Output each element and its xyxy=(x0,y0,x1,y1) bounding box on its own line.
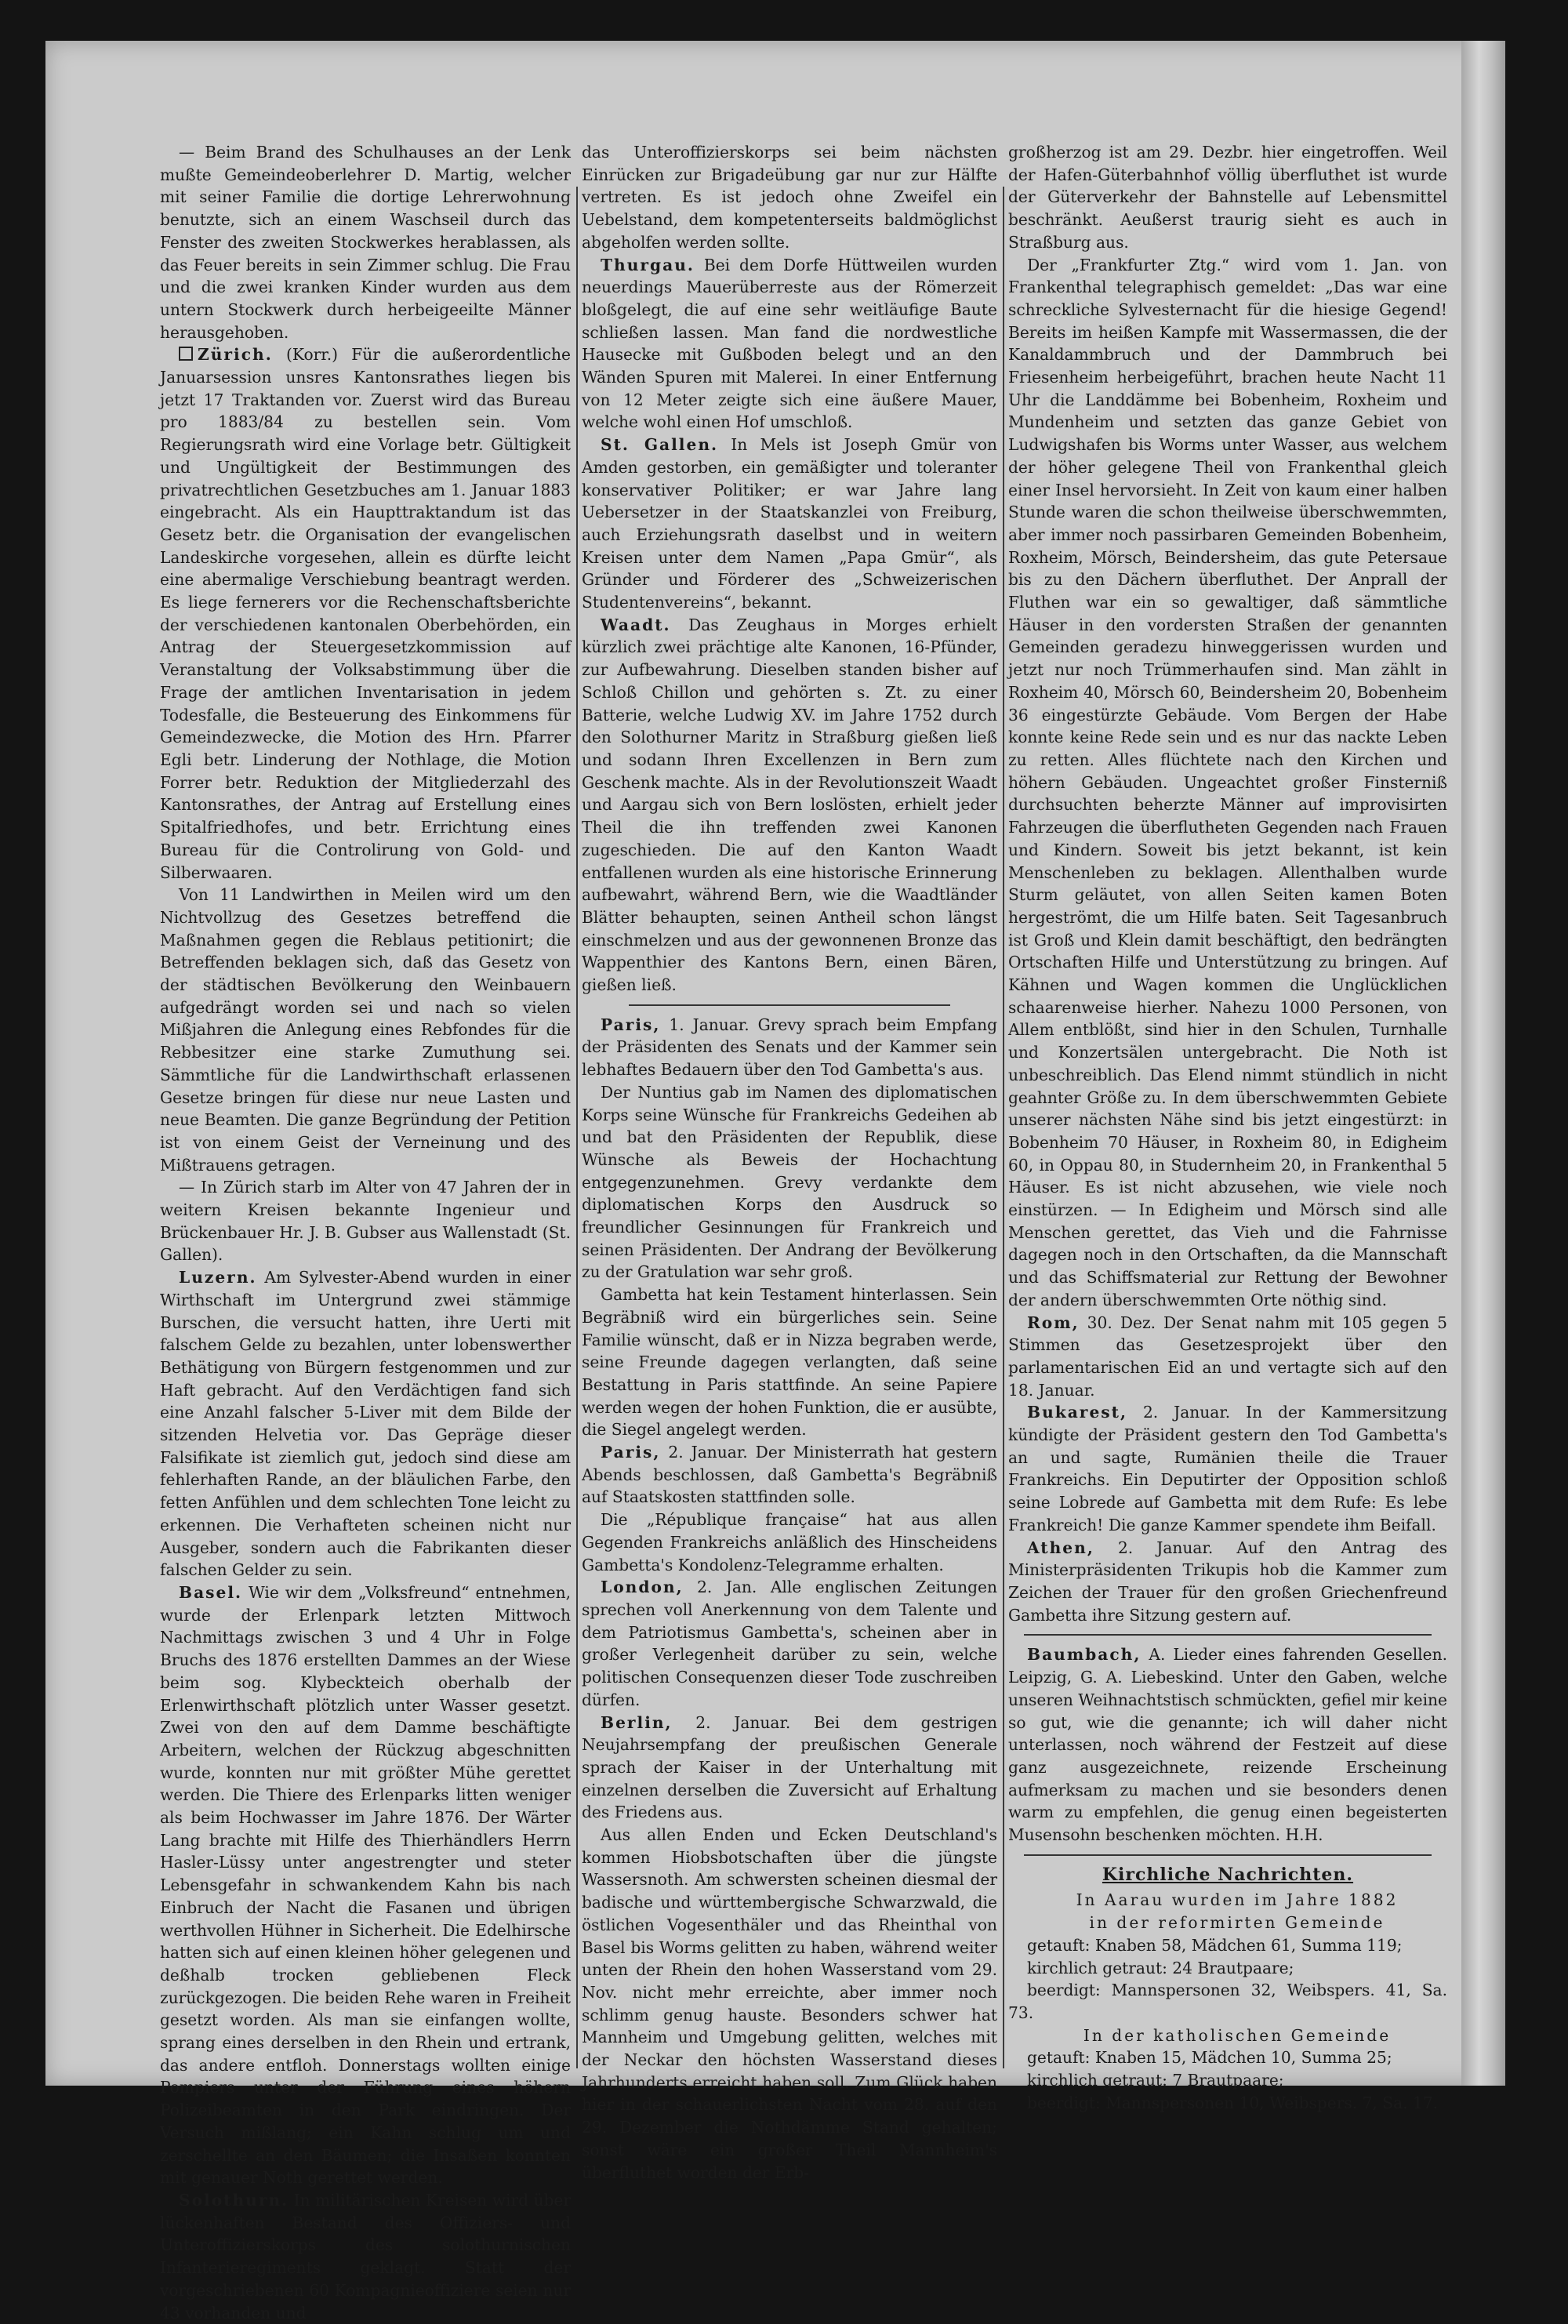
article-keyword: Rom, xyxy=(1027,1313,1080,1332)
article-text: 30. Dez. Der Senat nahm mit 105 gegen 5 Stimmen das Gesetzesprojekt über den parlamentarischen Eid an und vertagte sich auf den 18. Januar. xyxy=(1008,1313,1447,1400)
article-text: Wie wir dem „Volksfreund“ entnehmen, wurde der Erlenpark letzten Mittwoch Nachmittags zwischen 3 und 4 Uhr in Folge Bruchs des 1876 erstellten Dammes an der Wiese beim sog. Klybeckteich oberhalb der Erlenwirthschaft plötzlich unter Wasser gesetzt. Zwei von den auf dem Damme beschäftigte Arbeitern, welchen der Rückzug abgeschnitten wurde, konnten nur mit größter Mühe gerettet werden. Die Thiere des Erlenparks litten weniger als beim Hochwasser im Jahre 1876. Der Wärter Lang brachte mit Hilfe des Thierhändlers Herrn Hasler-Lüssy unter angestrengter und steter Lebensgefahr in schwankendem Kahn bis nach Einbruch der Nacht die Fasanen und übrigen werthvollen Hühner in Sicherheit. Die Edelhirsche hatten sich auf einen kleinen höher gelegenen und deßhalb trocken gebliebenen Fleck zurückgezogen. Die beiden Rehe waren in Freiheit gesetzt worden. Als man sie einfangen wollte, sprang eines derselben in den Rhein und ertrank, das andere entfloh. Donnerstags wollten einige Pompiers unter der Führung eines höhern Polizeibeamten in den Park eindringen. Der Versuch mißlang; ein Kahn schlug um und zerschellte an den Bäumen; die Insaßen konnten mit genauer Noth gerettet werden. xyxy=(160,1583,571,2188)
column-3 xyxy=(1008,141,1447,2112)
col2-swiss-articles xyxy=(582,141,997,997)
article-text: 1. Januar. Grevy sprach beim Empfang der Präsidenten des Senats und der Kammer sein lebhaftes Bedauern über den Tod Gambetta's aus. xyxy=(582,1015,997,1080)
article-text: (Korr.) Für die außerordentliche Januarsession unsres Kantonsrathes liegen bis jetzt 17 Traktanden vor. Zuerst wird das Bureau pro 1883/84 zu bestellen sein. Vom Regierungsrath wird eine Vorlage betr. Gültigkeit und Ungültigkeit der Bestimmungen des privatrechtlichen Gesetzbuches am 1. Januar 1883 eingebracht. Als ein Haupttraktandum ist das Gesetz betr. die Organisation der evangelischen Landeskirche vorgesehen, allein es dürfte leicht eine abermalige Verschiebung beantragt werden. Es liege fernerers vor die Rechenschaftsberichte der verschiedenen kantonalen Oberbehörden, ein Antrag der Steuergesetzkommission auf Veranstaltung der Volksabstimmung über die Frage der amtlichen Inventarisation in jedem Todesfalle, die Besteuerung des Einkommens für Gemeindezwecke, die Motion des Hrn. Pfarrer Egli betr. Linderung der Nothlage, die Motion Forrer betr. Reduktion der Mitgliederzahl des Kantonsrathes, der Antrag auf Erstellung eines Spitalfriedhofes, und betr. Errichtung eines Bureau für die Controlirung von Gold- und Silberwaaren. xyxy=(160,345,571,882)
article-text: 2. Januar. Der Ministerrath hat gestern Abends beschlossen, daß Gambetta's Begräbniß auf Staatskosten stattfinden solle. xyxy=(582,1443,997,1507)
article-paragraph xyxy=(1008,1312,1447,1402)
article-keyword: Berlin, xyxy=(601,1712,673,1732)
article-keyword: Baumbach, xyxy=(1027,1645,1142,1665)
article-text: Bei dem Dorfe Hüttweilen wurden neuerdings Mauerüberreste aus der Römerzeit bloßgelegt, die auf eine sehr weitläufige Baute schließen lassen. Man fand die nordwestliche Hausecke mit Gußboden belegt und an den Wänden Spuren mit Malerei. In einer Entfernung von 12 Meter zeigte sich eine äußere Mauer, welche wohl einen Hof umschloß. xyxy=(582,255,997,432)
article-text: — Beim Brand des Schulhauses an der Lenk mußte Gemeindeoberlehrer D. Martig, welcher mit seiner Familie die dortige Lehrerwohnung benutzte, sich an einem Waschseil durch das Fenster des zweiten Stockwerkes herablassen, als das Feuer bereits in sein Zimmer schlug. Die Frau und die zwei kranken Kinder wurden aus dem untern Stockwerk durch herbeigeeilte Männer herausgehoben. xyxy=(160,143,571,342)
catholic-stat-line: getauft: Knaben 15, Mädchen 10, Summa 25; xyxy=(1027,2048,1392,2068)
article-paragraph xyxy=(582,1441,997,1509)
church-news xyxy=(1008,1864,1447,2115)
church-news-intro: In Aarau wurden im Jahre 1882 xyxy=(1076,1890,1399,1910)
box-marker-icon xyxy=(179,347,193,361)
article-keyword: St. Gallen. xyxy=(601,435,719,455)
article-paragraph xyxy=(160,2189,571,2324)
article-keyword: Solothurn. xyxy=(179,2190,289,2210)
newspaper-page xyxy=(45,41,1505,2322)
article-keyword: Basel. xyxy=(179,1583,243,1602)
article-text: In militärischen Kreisen wird über lückenhaften Bestand des Offiziers- und Unteroffizierskorps des solothurnischen Infanterieregiments geklagt. Statt der vorgeschriebenen 60 Kompagnieoffiziere seien nur 43 vorhanden und xyxy=(160,2190,571,2322)
article-keyword: London, xyxy=(601,1578,684,1597)
col1-articles xyxy=(160,141,571,2324)
column-1 xyxy=(160,141,571,2322)
article-text: 2. Januar. Auf den Antrag des Ministerpräsidenten Trikupis hob die Kammer zum Zeichen der Trauer für den großen Griechenfreund Gambetta ihre Sitzung gestern auf. xyxy=(1008,1538,1447,1625)
article-paragraph xyxy=(1008,254,1447,1312)
article-paragraph xyxy=(160,343,571,884)
catholic-heading: In der katholischen Gemeinde xyxy=(1083,2025,1392,2045)
section-separator xyxy=(1024,1854,1432,1856)
article-text: Das Zeughaus in Morges erhielt kürzlich zwei prächtige alte Kanonen, 16-Pfünder, zur Aufbewahrung. Dieselben standen bisher auf Schloß Chillon und gehörten s. Zt. zu einer Batterie, welche Ludwig XV. im Jahre 1752 durch den Solothurner Maritz in Straßburg gießen ließ und sodann Ihren Excellenzen in Bern zum Geschenk machte. Als in der Revolutionszeit Waadt und Aargau sich von Bern loslösten, erhielt jeder Theil die ihn treffenden zwei Kanonen zugeschieden. Die auf den Kanton Waadt entfallenen wurden als eine historische Erinnerung aufbewahrt, während Bern, wie die Waadtländer Blätter behaupten, seinen Antheil schon längst einschmelzen und aus der gewonnenen Bronze das Wappenthier des Kantons Bern, einen Bären, gießen ließ. xyxy=(582,615,997,995)
article-text: 2. Januar. Bei dem gestrigen Neujahrsempfang der preußischen Generale sprach der Kaiser in der Unterhaltung mit einzelnen derselben die Zuversicht auf Erhaltung des Friedens aus. xyxy=(582,1712,997,1822)
section-separator xyxy=(1024,1634,1432,1636)
article-text: 2. Januar. In der Kammersitzung kündigte der Präsident gestern den Tod Gambetta's an und sagte, Rumänien theile die Trauer Frankreichs. Ein Deputirter der Opposition schloß seine Lobrede auf Gambetta mit dem Rufe: Es lebe Frankreich! Die ganze Kammer spendete ihm Beifall. xyxy=(1008,1403,1447,1534)
article-text: Aus allen Enden und Ecken Deutschland's kommen Hiobsbotschaften über die jüngste Wassersnoth. Am schwersten scheinen diesmal der badische und württembergische Schwarzwald, die östlichen Vogesenthäler und das Rheinthal von Basel bis Worms gelitten zu haben, während weiter unten der Rhein den hohen Wasserstand vom 29. Nov. nicht mehr erreichte, aber immer noch schlimm genug hauste. Besonders schwer hat Mannheim und Umgebung gelitten, welches mit der Neckar den höchsten Wasserstand dieses Jahrhunderts erreicht haben soll. Zum Glück haben hier in der schauerlichsten Nacht vom 28. auf den 29. Dezember die Nothdämme Stand gehalten; sonst wäre ein großer Theil Mannheim's überfluthet worden der Erb- xyxy=(582,1825,997,2182)
article-keyword: Thurgau. xyxy=(601,255,695,274)
article-paragraph xyxy=(582,1824,997,2184)
article-keyword: Paris, xyxy=(601,1443,661,1462)
article-keyword: Waadt. xyxy=(601,615,671,634)
article-text: großherzog ist am 29. Dezbr. hier eingetroffen. Weil der Hafen-Güterbahnhof völlig überfluthet ist wurde der Güterverkehr der Bahnstelle auf Lebensmittel beschränkt. Aeußerst traurig sieht es auch in Straßburg aus. xyxy=(1008,143,1447,252)
article-paragraph xyxy=(1008,141,1447,254)
reformed-heading: in der reformirten Gemeinde xyxy=(1089,1913,1385,1933)
reformed-stat-line: beerdigt: Mannspersonen 32, Weibspers. 41, Sa. 73. xyxy=(1008,1981,1447,2022)
article-paragraph xyxy=(160,884,571,1176)
article-paragraph xyxy=(582,1014,997,1081)
col2-foreign-articles xyxy=(582,1014,997,2184)
article-paragraph xyxy=(582,1576,997,1711)
article-text: — In Zürich starb im Alter von 47 Jahren der in weitern Kreisen bekannte Ingenieur und Brückenbauer Hr. J. B. Gubser aus Wallenstadt (St. Gallen). xyxy=(160,1178,571,1265)
article-paragraph xyxy=(582,434,997,614)
article-text: Von 11 Landwirthen in Meilen wird um den Nichtvollzug des Gesetzes betreffend die Maßnahmen gegen die Reblaus petitionirt; die Betreffenden beklagen sich, daß das Gesetz von der städtischen Bevölkerung den Weinbauern aufgedrängt worden sei und nach so vielen Mißjahren die Anlegung eines Rebfondes für die Rebbesitzer eine starke Zumuthung sei. Sämmtliche für die Landwirthschaft erlassenen Gesetze bringen für diese nur neue Lasten und neue Beamten. Die ganze Begründung der Petition ist von einem Geist der Verneinung und des Mißtrauens getragen. xyxy=(160,885,571,1175)
article-text: In Mels ist Joseph Gmür von Amden gestorben, ein gemäßigter und toleranter konservativer Politiker; er war Jahre lang Uebersetzer in der Staatskanzlei von Freiburg, auch Erziehungsrath daselbst und in weitern Kreisen unter dem Namen „Papa Gmür“, als Gründer und Förderer des „Schweizerischen Studentenvereins“, bekannt. xyxy=(582,435,997,612)
catholic-stat-line: beerdigt: Mannspersonen 10, Weibspers. 7, Sa. 17. xyxy=(1027,2093,1439,2112)
article-text: Am Sylvester-Abend wurden in einer Wirthschaft im Untergrund zwei stämmige Burschen, die versucht hatten, ihre Uerti mit falschem Gelde zu bezahlen, unter lobenswerther Bethätigung von Bürgern festgenommen und zur Haft gebracht. Auf den Verdächtigen fand sich eine Anzahl falscher 5-Liver mit dem Bilde der sitzenden Helvetia vor. Das Gepräge dieser Falsifikate ist ziemlich gut, jedoch sind diese am fehlerhaften Rande, an der bläulichen Farbe, den fetten Anfühlen und dem schlechten Tone leicht zu erkennen. Die Verhafteten scheinen nicht nur Ausgeber, sondern auch die Fabrikanten dieser falschen Gelder zu sein. xyxy=(160,1268,571,1580)
column-rule-1 xyxy=(576,187,578,2068)
church-news-heading: Kirchliche Nachrichten. xyxy=(1102,1864,1354,1885)
article-paragraph xyxy=(160,1581,571,2189)
col3-book-review xyxy=(1008,1643,1447,1846)
article-paragraph xyxy=(160,1176,571,1266)
page-fold-shadow xyxy=(1461,41,1505,2086)
article-paragraph xyxy=(582,254,997,434)
article-keyword: Zürich. xyxy=(198,345,273,365)
article-text: Gambetta hat kein Testament hinterlassen. Sein Begräbniß wird ein bürgerliches sein. Seine Familie wünscht, daß er in Nizza begraben werde, seine Freunde dagegen verlangten, daß seine Bestattung in Paris stattfinde. An seine Papiere werden wegen der hohen Funktion, die er ausübte, die Siegel angelegt werden. xyxy=(582,1285,997,1440)
article-keyword: Luzern. xyxy=(179,1268,257,1287)
article-text: Die „République française“ hat aus allen Gegenden Frankreichs anläßlich des Hinscheidens Gambetta's Kondolenz-Telegramme erhalten. xyxy=(582,1510,997,1574)
article-paragraph xyxy=(160,141,571,343)
article-keyword: Paris, xyxy=(601,1015,661,1034)
section-separator xyxy=(629,1004,950,1006)
reformed-stat-line: getauft: Knaben 58, Mädchen 61, Summa 119; xyxy=(1027,1935,1403,1955)
article-paragraph xyxy=(582,1712,997,1825)
article-text: Der „Frankfurter Ztg.“ wird vom 1. Jan. von Frankenthal telegraphisch gemeldet: „Das war eine schreckliche Sylvesternacht für die hiesige Gegend! Bereits im heißen Kampfe mit Wassermassen, die der Kanaldammbruch und der Dammbruch bei Friesenheim herbeigeführt, brachen heute Nacht 11 Uhr die Landdämme bei Bobenheim, Roxheim und Mundenheim und setzten das ganze Gebiet von Ludwigshafen bis Worms unter Wasser, aus welchem der höher gelegene Theil von Frankenthal gleich einer Insel hervorsieht. In Zeit von kaum einer halben Stunde waren die schon theilweise überschwemmten, aber immer noch passirbaren Gemeinden Bobenheim, Roxheim, Mörsch, Beindersheim, das gute Petersaue bis zu den Dächern überfluthet. Der Anprall der Fluthen war ein so gewaltiger, daß sämmtliche Häuser in den vordersten Straßen der genannten Gemeinden geradezu hinweggerissen wurden und jetzt nur noch Trümmerhaufen sind. Man zählt in Roxheim 40, Mörsch 60, Beindersheim 20, Bobenheim 36 eingestürzte Gebäude. Vom Bergen der Habe konnte keine Rede sein und es nur das nackte Leben zu retten. Alles flüchtete nach den Kirchen und höhern Gebäuden. Ungeachtet großer Finsterniß durchsuchten beherzte Männer auf improvisirten Fahrzeugen die überflutheten Gegenden nach Frauen und Kindern. Soweit bis jetzt bekannt, ist kein Menschenleben zu beklagen. Allenthalben wurde Sturm geläutet, von allen Seiten kamen Boten hergeströmt, die um Hilfe baten. Seit Tagesanbruch ist Groß und Klein damit beschäftigt, den bedrängten Ortschaften Hilfe und Unterstützung zu bringen. Auf Kähnen und Wagen kommen die Unglücklichen schaarenweise hierher. Nahezu 1000 Personen, von Allem entblößt, sind hier in den Schulen, Turnhalle und Konzertsälen untergebracht. Die Noth ist unbeschreiblich. Das Elend nimmt stündlich in nicht geahnter Größe zu. In dem überschwemmten Gebiete unserer nächsten Nähe sind bis jetzt eingestürzt: in Bobenheim 70 Häuser, in Roxheim 80, in Edigheim 60, in Oppau 80, in Studernheim 20, in Frankenthal 5 Häuser. Es ist nicht abzusehen, wie viele noch einstürzen. — In Edigheim und Mörsch sind alle Menschen gerettet, das Vieh und die Fahrnisse dagegen noch in den Ortschaften, da die Mannschaft und das Schiffsmaterial zur Rettung der Bewohner der andern überschwemmten Orte nöthig sind. xyxy=(1008,255,1447,1309)
article-paragraph xyxy=(1008,1643,1447,1846)
reformed-stat-line: kirchlich getraut: 24 Brautpaare; xyxy=(1027,1958,1294,1977)
article-paragraph xyxy=(582,1509,997,1576)
column-2 xyxy=(582,141,997,2182)
article-paragraph xyxy=(582,614,997,997)
article-paragraph xyxy=(1008,1537,1447,1627)
article-paragraph xyxy=(582,141,997,254)
article-text: A. Lieder eines fahrenden Gesellen. Leipzig, G. A. Liebeskind. Unter den Gaben, welche unseren Weihnachtstisch schmückten, gefiel mir keine so gut, wie die genannte; ich will daher nicht unterlassen, noch während der Festzeit auf diese ganz ausgezeichnete, reizende Erscheinung aufmerksam zu machen und sie besonders denen warm zu empfehlen, die genug einen begeisterten Musensohn beschenken möchten. H.H. xyxy=(1008,1645,1447,1845)
article-text: Der Nuntius gab im Namen des diplomatischen Korps seine Wünsche für Frankreichs Gedeihen ab und bat den Präsidenten der Republik, diese Wünsche als Beweis der Hochachtung entgegenzunehmen. Grevy verdankte dem diplomatischen Korps den Ausdruck so freundlicher Gesinnungen für Frankreich und seinen Präsidenten. Der Andrang der Bevölkerung zu der Gratulation war sehr groß. xyxy=(582,1082,997,1282)
catholic-stat-line: kirchlich getraut: 7 Brautpaare; xyxy=(1027,2071,1284,2090)
article-keyword: Bukarest, xyxy=(1027,1403,1128,1422)
article-keyword: Athen, xyxy=(1027,1538,1094,1557)
col3-foreign-articles xyxy=(1008,141,1447,1626)
article-paragraph xyxy=(582,1081,997,1284)
article-text: das Unteroffizierskorps sei beim nächsten Einrücken zur Brigadeübung gar nur zur Hälfte vertreten. Es ist jedoch ohne Zweifel ein Uebelstand, dem kompetenterseits baldmöglichst abgeholfen werden sollte. xyxy=(582,143,997,252)
article-text: 2. Jan. Alle englischen Zeitungen sprechen voll Anerkennung von dem Talente und dem Patriotismus Gambetta's, scheinen aber in großer Verlegenheit darüber zu sein, welche politischen Consequenzen dieser Tode zuschreiben dürfen. xyxy=(582,1578,997,1709)
article-paragraph xyxy=(160,1266,571,1581)
article-paragraph xyxy=(582,1284,997,1441)
article-paragraph xyxy=(1008,1401,1447,1536)
column-rule-2 xyxy=(1003,187,1004,2068)
